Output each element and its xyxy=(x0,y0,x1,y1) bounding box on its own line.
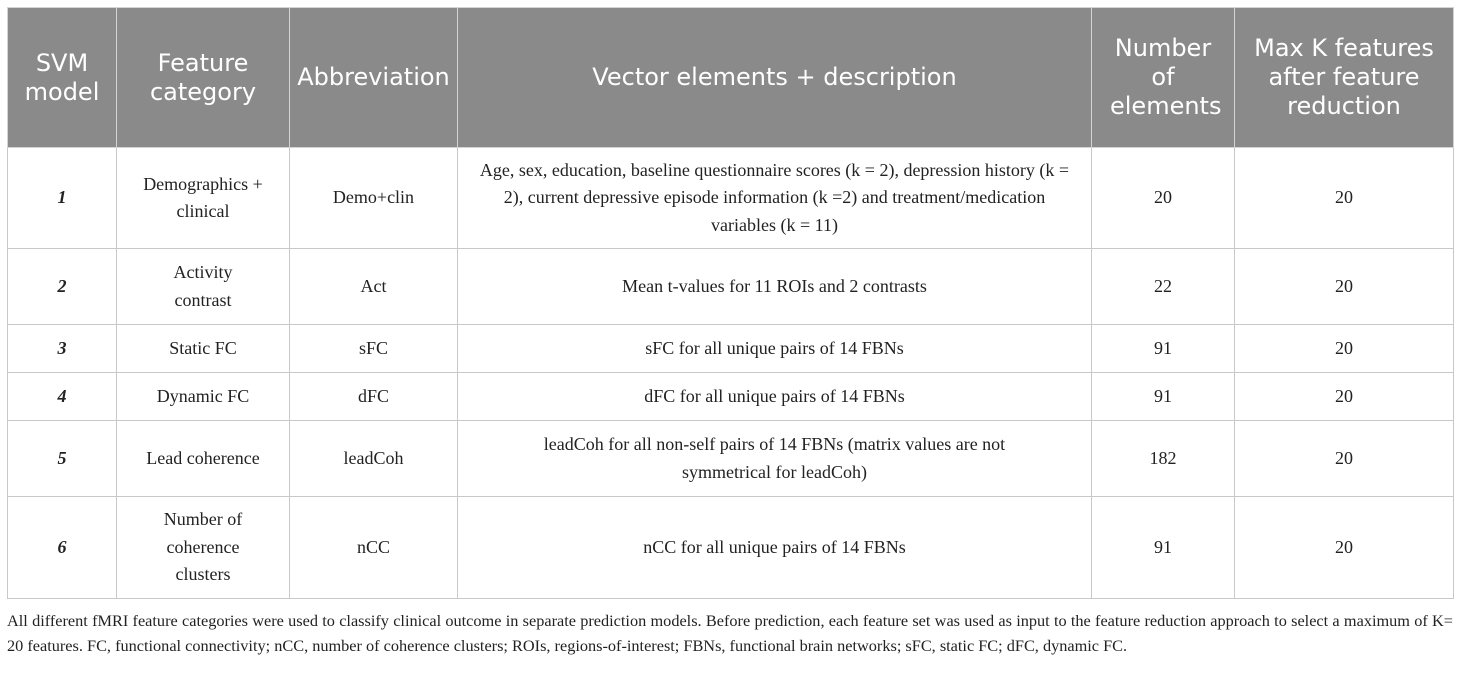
cell-number-of-elements: 91 xyxy=(1092,497,1235,599)
cell-max-k: 20 xyxy=(1235,373,1454,421)
cell-description: nCC for all unique pairs of 14 FBNs xyxy=(458,497,1092,599)
cell-svm-model: 3 xyxy=(8,325,117,373)
cell-max-k: 20 xyxy=(1235,249,1454,325)
header-svm-model: SVM model xyxy=(8,8,117,148)
features-table-container xyxy=(7,7,1453,599)
table-row xyxy=(8,249,1454,325)
cell-description: Age, sex, education, baseline questionnaire scores (k = 2), depression history (k = 2), current depressive episode information (k =2) and treatment/medication variables (k = 11) xyxy=(458,148,1092,249)
cell-max-k: 20 xyxy=(1235,421,1454,497)
cell-max-k: 20 xyxy=(1235,497,1454,599)
table-row xyxy=(8,497,1454,599)
cell-abbreviation: Act xyxy=(290,249,458,325)
cell-number-of-elements: 20 xyxy=(1092,148,1235,249)
cell-description: Mean t-values for 11 ROIs and 2 contrasts xyxy=(458,249,1092,325)
cell-abbreviation: dFC xyxy=(290,373,458,421)
cell-svm-model: 5 xyxy=(8,421,117,497)
cell-feature-category: Activity contrast xyxy=(117,249,290,325)
cell-description: dFC for all unique pairs of 14 FBNs xyxy=(458,373,1092,421)
cell-abbreviation: nCC xyxy=(290,497,458,599)
table-row xyxy=(8,373,1454,421)
cell-abbreviation: sFC xyxy=(290,325,458,373)
cell-abbreviation: leadCoh xyxy=(290,421,458,497)
table-footnote: All different fMRI feature categories were used to classify clinical outcome in separate prediction models. Before prediction, each feature set was used as input to the feature reduction approach to select a maximum of K= 20 features. FC, functional connectivity; nCC, number of coherence clusters; ROIs, regions-of-interest; FBNs, functional brain networks; sFC, static FC; dFC, dynamic FC. xyxy=(7,611,1453,655)
header-abbreviation: Abbreviation xyxy=(290,8,458,148)
cell-description: leadCoh for all non-self pairs of 14 FBNs (matrix values are not symmetrical for leadCoh) xyxy=(458,421,1092,497)
cell-description: sFC for all unique pairs of 14 FBNs xyxy=(458,325,1092,373)
cell-number-of-elements: 182 xyxy=(1092,421,1235,497)
header-max-k-features: Max K features after feature reduction xyxy=(1235,8,1454,148)
cell-feature-category: Number of coherence clusters xyxy=(117,497,290,599)
header-vector-elements: Vector elements + description xyxy=(458,8,1092,148)
cell-feature-category: Lead coherence xyxy=(117,421,290,497)
cell-abbreviation: Demo+clin xyxy=(290,148,458,249)
cell-svm-model: 1 xyxy=(8,148,117,249)
svm-features-table xyxy=(7,7,1454,599)
cell-feature-category: Static FC xyxy=(117,325,290,373)
cell-svm-model: 6 xyxy=(8,497,117,599)
cell-number-of-elements: 91 xyxy=(1092,325,1235,373)
cell-number-of-elements: 22 xyxy=(1092,249,1235,325)
cell-max-k: 20 xyxy=(1235,325,1454,373)
table-row xyxy=(8,421,1454,497)
cell-svm-model: 4 xyxy=(8,373,117,421)
header-feature-category: Feature category xyxy=(117,8,290,148)
header-number-of-elements: Number of elements xyxy=(1092,8,1235,148)
cell-max-k: 20 xyxy=(1235,148,1454,249)
table-row xyxy=(8,325,1454,373)
cell-feature-category: Demographics + clinical xyxy=(117,148,290,249)
cell-svm-model: 2 xyxy=(8,249,117,325)
table-header-row xyxy=(8,8,1454,148)
cell-feature-category: Dynamic FC xyxy=(117,373,290,421)
table-row xyxy=(8,148,1454,249)
cell-number-of-elements: 91 xyxy=(1092,373,1235,421)
